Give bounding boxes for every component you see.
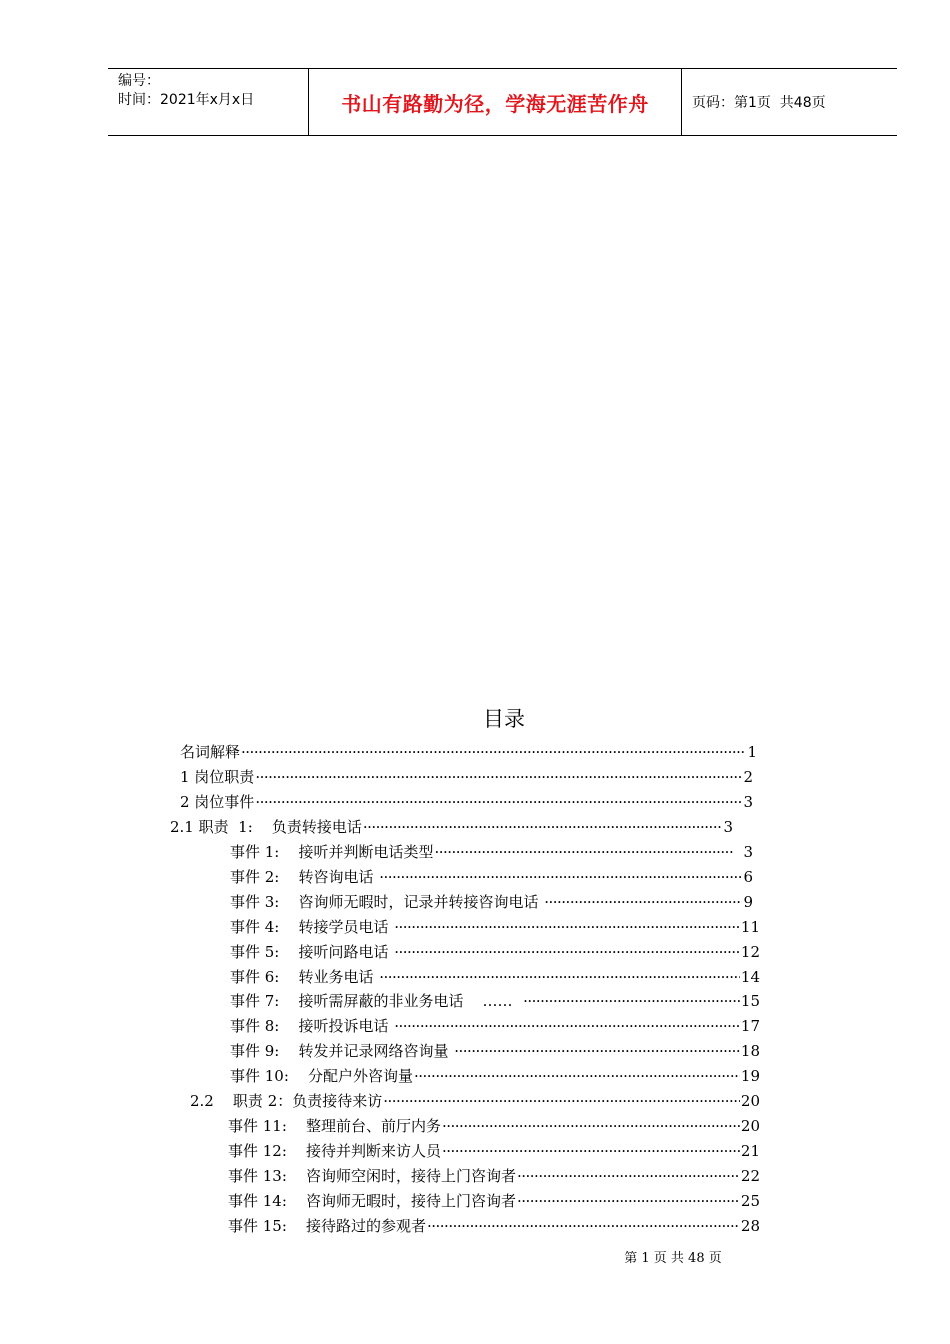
toc-entry[interactable] bbox=[230, 1066, 760, 1086]
toc-entry-label: 事件 13: 咨询师空闲时，接待上门咨询者 bbox=[228, 1167, 516, 1185]
toc-entry[interactable] bbox=[230, 1041, 760, 1061]
toc-entry[interactable] bbox=[228, 1216, 760, 1236]
header-motto: 书山有路勤为径，学海无涯苦作舟 bbox=[341, 91, 649, 116]
toc-entry[interactable] bbox=[230, 867, 753, 887]
header-meta bbox=[118, 72, 308, 110]
toc-entry-label: 事件 15: 接待路过的参观者 bbox=[228, 1217, 426, 1235]
toc-entry-page: 20 bbox=[740, 1117, 760, 1135]
toc-entry-page: 25 bbox=[740, 1192, 760, 1210]
toc-leader-dots bbox=[454, 1041, 740, 1061]
toc-leader-dots bbox=[544, 892, 742, 912]
toc-leader-dots bbox=[379, 967, 740, 987]
toc-entry-page: 3 bbox=[743, 793, 753, 811]
toc-entry-label: 事件 9: 转发并记录网络咨询量 bbox=[230, 1042, 454, 1060]
header-divider bbox=[681, 69, 682, 135]
toc-entry-label: 事件 3: 咨询师无暇时，记录并转接咨询电话 bbox=[230, 893, 544, 911]
toc-entry-page: 1 bbox=[747, 743, 757, 761]
serial-label: 编号： bbox=[118, 73, 160, 89]
toc-entry-label: 2.1 职责 1: 负责转接电话 bbox=[170, 818, 362, 836]
time-label: 时间：2021年x月x日 bbox=[118, 92, 255, 108]
toc-entry-page: 19 bbox=[740, 1067, 760, 1085]
toc-entry-label: 事件 6: 转业务电话 bbox=[230, 968, 379, 986]
toc-entry-page: 12 bbox=[740, 943, 760, 961]
toc-entry-page: 17 bbox=[740, 1017, 760, 1035]
toc-entry-label: 2.2 职责 2：负责接待来访 bbox=[190, 1092, 383, 1110]
toc-entry-label: 事件 2: 转咨询电话 bbox=[230, 868, 379, 886]
toc-leader-dots bbox=[523, 991, 740, 1011]
toc-entry-label: 事件 12: 接待并判断来访人员 bbox=[228, 1142, 441, 1160]
toc-entry[interactable] bbox=[230, 942, 760, 962]
toc-leader-dots bbox=[414, 1066, 740, 1086]
page-header bbox=[108, 68, 897, 136]
toc-entry[interactable] bbox=[180, 742, 757, 762]
toc-entry[interactable] bbox=[180, 792, 753, 812]
toc-entry-label: 事件 1: 接听并判断电话类型 bbox=[230, 843, 434, 861]
toc-entry[interactable] bbox=[230, 892, 753, 912]
toc-leader-dots bbox=[442, 1141, 740, 1161]
toc-leader-dots bbox=[363, 817, 723, 837]
toc-leader-dots bbox=[434, 842, 732, 862]
toc-entry[interactable] bbox=[230, 967, 760, 987]
toc-entry[interactable] bbox=[228, 1116, 760, 1136]
toc-leader-dots bbox=[255, 792, 742, 812]
toc-entry[interactable] bbox=[230, 1016, 760, 1036]
toc-leader-dots bbox=[517, 1191, 740, 1211]
toc-leader-dots bbox=[241, 742, 746, 762]
toc-entry-page: 21 bbox=[740, 1142, 760, 1160]
toc-entry-label: 事件 7: 接听需屏蔽的非业务电话 …… bbox=[230, 992, 523, 1010]
toc-entry[interactable] bbox=[190, 1091, 760, 1111]
toc-entry[interactable] bbox=[170, 817, 733, 837]
toc-leader-dots bbox=[517, 1166, 740, 1186]
toc-leader-dots bbox=[255, 767, 742, 787]
toc-entry[interactable] bbox=[230, 991, 760, 1011]
toc-leader-dots bbox=[394, 1016, 740, 1036]
toc-entry-page: 14 bbox=[740, 968, 760, 986]
toc-entry-label: 1 岗位职责 bbox=[180, 768, 255, 786]
toc-entry-label: 事件 5: 接听问路电话 bbox=[230, 943, 394, 961]
page-footer: 第 1 页 共 48 页 bbox=[624, 1251, 722, 1266]
toc-leader-dots bbox=[394, 917, 740, 937]
toc-entry[interactable] bbox=[228, 1191, 760, 1211]
toc-entry[interactable] bbox=[180, 767, 753, 787]
toc-entry-page: 28 bbox=[740, 1217, 760, 1235]
toc-entry-page: 11 bbox=[740, 918, 760, 936]
toc-leader-dots bbox=[379, 867, 742, 887]
toc-entry[interactable] bbox=[228, 1141, 760, 1161]
toc-entry[interactable] bbox=[228, 1166, 760, 1186]
toc-entry-page: 20 bbox=[740, 1092, 760, 1110]
toc-leader-dots bbox=[442, 1116, 740, 1136]
toc-entry-label: 2 岗位事件 bbox=[180, 793, 255, 811]
toc-entry-page: 15 bbox=[740, 992, 760, 1010]
toc-entry-page: 3 bbox=[733, 843, 753, 861]
toc-entry-label: 事件 14: 咨询师无暇时，接待上门咨询者 bbox=[228, 1192, 516, 1210]
toc-entry-page: 9 bbox=[743, 893, 753, 911]
toc-leader-dots bbox=[383, 1091, 740, 1111]
toc-entry-label: 事件 8: 接听投诉电话 bbox=[230, 1017, 394, 1035]
header-page-info: 页码：第1页 共48页 bbox=[692, 95, 826, 111]
toc-entry-page: 18 bbox=[740, 1042, 760, 1060]
toc-entry-page: 6 bbox=[743, 868, 753, 886]
toc-entry-label: 事件 10: 分配户外咨询量 bbox=[230, 1067, 413, 1085]
toc-entry[interactable] bbox=[230, 842, 753, 862]
toc-entry-page: 22 bbox=[740, 1167, 760, 1185]
toc-entry-page: 2 bbox=[743, 768, 753, 786]
toc-entry-page: 3 bbox=[723, 818, 733, 836]
toc-title: 目录 bbox=[483, 707, 525, 731]
toc-entry-label: 事件 4: 转接学员电话 bbox=[230, 918, 394, 936]
toc-entry-label: 名词解释 bbox=[180, 743, 241, 761]
toc-entry-label: 事件 11: 整理前台、前厅内务 bbox=[228, 1117, 441, 1135]
toc-leader-dots bbox=[427, 1216, 740, 1236]
toc-leader-dots bbox=[394, 942, 740, 962]
toc-entry[interactable] bbox=[230, 917, 760, 937]
